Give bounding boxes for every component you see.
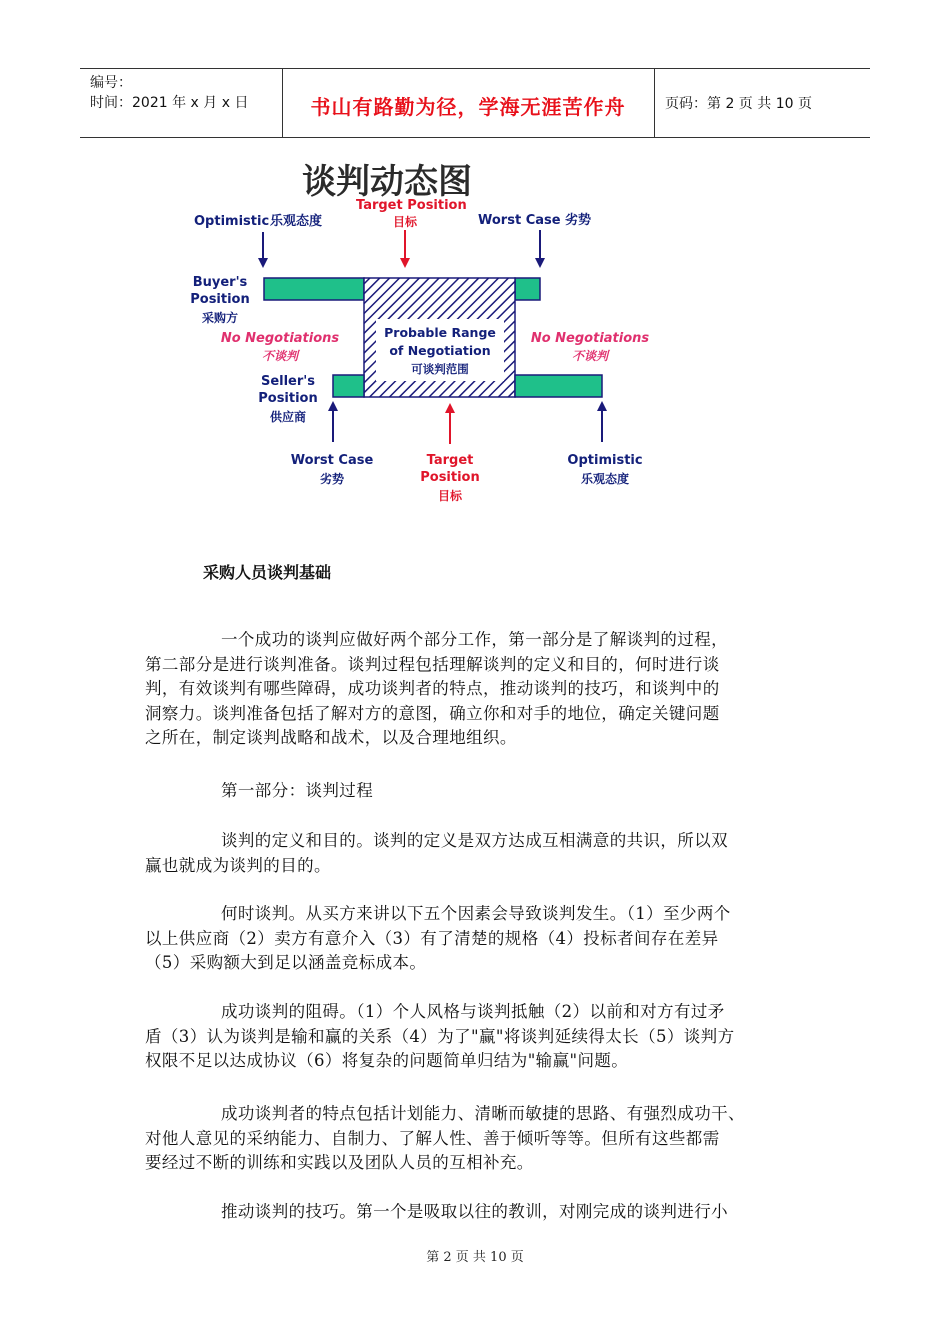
diagram-title: 谈判动态图 (302, 162, 472, 202)
header-page-info: 页码：第 2 页 共 10 页 (665, 96, 812, 112)
bottom-worst-cn: 劣势 (319, 472, 345, 486)
buyer-position-bar-right (515, 278, 540, 300)
paragraph-line: 第一部分：谈判过程 (221, 781, 374, 800)
time-label: 时间：2021 年 x 月 x 日 (90, 95, 249, 111)
paragraph-line: 何时谈判。从买方来讲以下五个因素会导致谈判发生。（1）至少两个 (221, 904, 731, 923)
paragraph-line: 权限不足以达成协议（6）将复杂的问题简单归结为"输赢"问题。 (145, 1051, 629, 1070)
section-heading: 采购人员谈判基础 (203, 563, 332, 582)
buyer-label-cn: 采购方 (201, 311, 239, 325)
page-header (80, 68, 870, 138)
paragraph-intro (145, 628, 805, 751)
top-optimistic-label: Optimistic (194, 214, 270, 229)
paragraph-line: 要经过不断的训练和实践以及团队人员的互相补充。 (145, 1153, 534, 1172)
paragraph-line: 推动谈判的技巧。第一个是吸取以往的教训，对刚完成的谈判进行小 (221, 1202, 728, 1221)
bottom-target-cn: 目标 (437, 489, 463, 503)
top-worst-label: Worst Case (478, 213, 561, 228)
paragraph-line: 以上供应商（2）卖方有意介入（3）有了清楚的规格（4）投标者间存在差异 (145, 928, 719, 948)
page-footer: 第 2 页 共 10 页 (426, 1250, 524, 1265)
paragraph-line: 之所在，制定谈判战略和战术，以及合理地组织。 (145, 728, 517, 747)
bottom-target-label-line1: Target (426, 453, 474, 468)
paragraph-line: （5）采购额大到足以涵盖竞标成本。 (145, 953, 427, 972)
no-negotiations-left: No Negotiations (220, 331, 340, 346)
top-optimistic-cn: 乐观态度 (270, 214, 323, 229)
no-negotiations-right: No Negotiations (530, 331, 650, 346)
seller-label-cn: 供应商 (269, 410, 307, 424)
paragraph-line: 一个成功的谈判应做好两个部分工作，第一部分是了解谈判的过程， (221, 630, 728, 649)
paragraph-obstacles (145, 1000, 805, 1074)
paragraph-line: 成功谈判者的特点包括计划能力、清晰而敏捷的思路、有强烈成功干、 (221, 1104, 745, 1123)
paragraph-line: 盾（3）认为谈判是输和赢的关系（4）为了"赢"将谈判延续得太长（5）谈判方 (145, 1026, 735, 1046)
paragraph-line: 谈判的定义和目的。谈判的定义是双方达成互相满意的共识，所以双 (221, 831, 728, 850)
header-motto: 书山有路勤为径，学海无涯苦作舟 (310, 95, 626, 119)
paragraph-line: 成功谈判的阻碍。（1）个人风格与谈判抵触（2）以前和对方有过矛 (221, 1002, 725, 1021)
top-worst-cn: 劣势 (565, 213, 592, 228)
bottom-worst-label: Worst Case (290, 453, 374, 468)
bottom-target-label-line2: Position (420, 470, 480, 485)
paragraph-definition (145, 829, 805, 878)
negotiation-dynamics-diagram (180, 150, 680, 515)
top-target-label: Target Position (356, 198, 467, 213)
paragraph-line: 洞察力。谈判准备包括了解对方的意图，确立你和对手的地位，确定关键问题 (145, 703, 720, 723)
range-label-line1: Probable Range (384, 325, 496, 340)
header-meta (90, 73, 248, 113)
header-divider (654, 69, 655, 137)
bottom-optimistic-label: Optimistic (567, 453, 643, 468)
number-label: 编号： (90, 75, 132, 91)
seller-position-bar-right (515, 375, 602, 397)
buyer-label-line1: Buyer's (192, 275, 248, 290)
no-negotiations-left-cn: 不谈判 (261, 349, 299, 363)
seller-label-line2: Position (258, 391, 318, 406)
range-label-cn: 可谈判范围 (411, 362, 469, 376)
paragraph-line: 对他人意见的采纳能力、自制力、了解人性、善于倾听等等。但所有这些都需 (145, 1128, 720, 1148)
buyer-label-line2: Position (190, 292, 250, 307)
seller-position-bar-left (333, 375, 364, 397)
bottom-optimistic-cn: 乐观态度 (580, 472, 630, 486)
top-target-cn: 目标 (393, 215, 418, 229)
paragraph-traits (145, 1102, 805, 1176)
paragraph-line: 第二部分是进行谈判准备。谈判过程包括理解谈判的定义和目的，何时进行谈 (145, 654, 720, 674)
paragraph-line: 判，有效谈判有哪些障碍，成功谈判者的特点，推动谈判的技巧，和谈判中的 (145, 679, 720, 698)
seller-label-line1: Seller's (260, 374, 316, 389)
no-negotiations-right-cn: 不谈判 (571, 349, 609, 363)
range-label-line2: of Negotiation (389, 343, 491, 358)
paragraph-part-one (145, 779, 805, 804)
paragraph-techniques (145, 1200, 805, 1225)
paragraph-line: 赢也就成为谈判的目的。 (145, 855, 331, 875)
buyer-position-bar-left (264, 278, 364, 300)
paragraph-when (145, 902, 805, 976)
